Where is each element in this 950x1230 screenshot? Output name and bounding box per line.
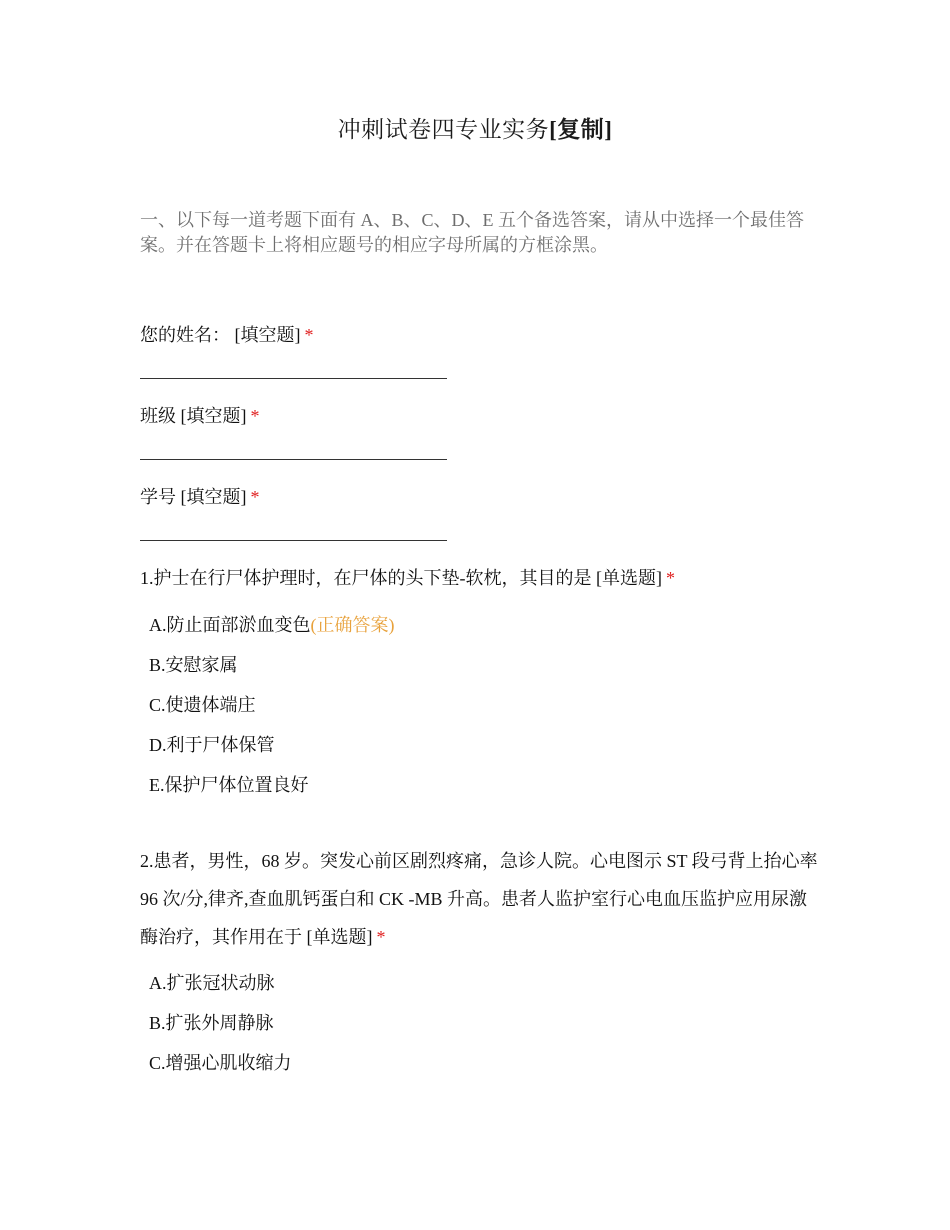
question-2-text: 2.患者，男性，68 岁。突发心前区剧烈疼痛，急诊人院。心电图示 ST 段弓背上抬心率 96 次/分,律齐,查血肌钙蛋白和 CK -MB 升高。患者人监护室行心电血压监护应用尿激酶治疗，其作用在于 [单选题] *	[140, 851, 818, 947]
required-mark: *	[250, 487, 260, 507]
question-1-option-b[interactable]: B.安慰家属	[149, 655, 238, 675]
question-2-option-b[interactable]: B.扩张外周静脉	[149, 1013, 274, 1033]
name-input[interactable]	[140, 378, 447, 379]
question-2-option-c[interactable]: C.增强心肌收缩力	[149, 1053, 292, 1073]
question-1-option-e[interactable]: E.保护尸体位置良好	[149, 775, 309, 795]
student-id-field-label: 学号 [填空题] *	[140, 487, 260, 507]
class-input[interactable]	[140, 459, 447, 460]
question-1-text: 1.护士在行尸体护理时，在尸体的头下垫-软枕，其目的是 [单选题] *	[140, 568, 675, 588]
instructions: 一、以下每一道考题下面有 A、B、C、D、E 五个备选答案，请从中选择一个最佳答案。并在答题卡上将相应题号的相应字母所属的方框涂黑。	[140, 210, 805, 255]
student-id-input[interactable]	[140, 540, 447, 541]
correct-answer-tag: (正确答案)	[310, 615, 395, 635]
question-1-option-c[interactable]: C.使遗体端庄	[149, 695, 256, 715]
title-suffix: [复制]	[549, 117, 613, 142]
question-1-option-d[interactable]: D.利于尸体保管	[149, 735, 275, 755]
question-1-option-a[interactable]: A.防止面部淤血变色(正确答案)	[149, 615, 395, 635]
required-mark: *	[250, 406, 260, 426]
title-main: 冲刺试卷四专业实务	[337, 117, 550, 142]
class-field-label: 班级 [填空题] *	[140, 406, 260, 426]
required-mark: *	[376, 927, 386, 947]
required-mark: *	[665, 568, 675, 588]
required-mark: *	[304, 325, 314, 345]
name-field-label: 您的姓名： [填空题] *	[140, 325, 314, 345]
page-title	[0, 111, 950, 144]
question-2-option-a[interactable]: A.扩张冠状动脉	[149, 973, 275, 993]
